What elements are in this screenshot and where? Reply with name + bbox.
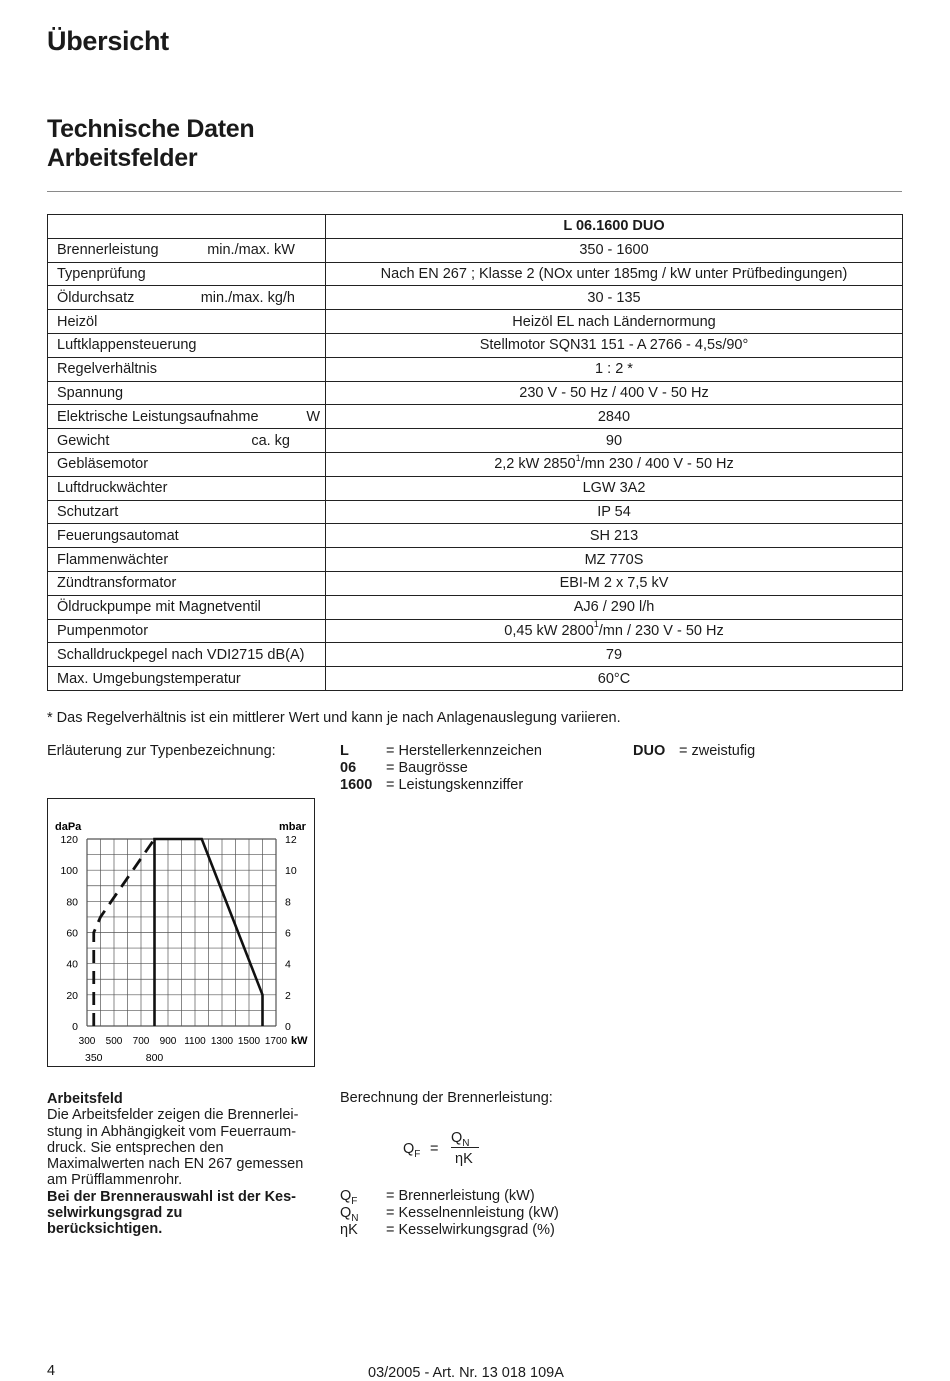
- arbeitsfeld-bold-line: berücksichtigen.: [47, 1221, 163, 1238]
- spec-table: [47, 214, 903, 691]
- symbol-list: [340, 1188, 559, 1239]
- chart-y-tick-left: 120: [60, 834, 78, 846]
- spec-row: [48, 381, 903, 405]
- formula-fraction-bar: [451, 1147, 479, 1148]
- spec-value-part: 0,45 kW 2800: [504, 622, 594, 639]
- chart-y-tick-right: 0: [285, 1021, 291, 1033]
- spec-row: [48, 500, 903, 524]
- page-number: 4: [47, 1363, 56, 1379]
- chart-x-tick: 900: [159, 1036, 177, 1047]
- footer-article-number: 03/2005 - Art. Nr. 13 018 109A: [368, 1365, 564, 1381]
- chart-y-tick-left: 60: [66, 927, 78, 940]
- spec-label-cell: Schutzart: [48, 500, 326, 524]
- footnote: * Das Regelverhältnis ist ein mittlerer Wert und kann je nach Anlagenauslegung variieren.: [47, 710, 621, 726]
- spec-row: [48, 238, 903, 262]
- chart-y-tick-left: 20: [66, 989, 78, 1002]
- spec-label-cell: [48, 286, 326, 310]
- legend-title: Erläuterung zur Typenbezeichnung:: [47, 743, 276, 759]
- spec-value-cell: 90: [326, 429, 903, 453]
- working-field-chart-svg: [48, 799, 314, 1066]
- arbeitsfeld-text: [47, 1091, 322, 1238]
- symbol-item: $Q_F$ = Brennerleistung (kW): [340, 1188, 535, 1207]
- spec-label-cell: Feuerungsautomat: [48, 524, 326, 548]
- spec-value-part: 2,2 kW 2850: [494, 456, 576, 473]
- spec-value-cell: Stellmotor SQN31 151 - A 2766 - 4,5s/90°: [326, 333, 903, 357]
- symbol-item: ηK = Kesselwirkungsgrad (%): [340, 1222, 555, 1238]
- chart-left-unit: daPa: [55, 821, 82, 833]
- arbeitsfeld-bold-line: selwirkungsgrad zu: [47, 1205, 183, 1222]
- legend-item: 1600 = Leistungskennziffer: [340, 777, 524, 793]
- spec-value-part: /mn / 230 V - 50 Hz: [598, 622, 724, 639]
- chart-x-tick: 1100: [184, 1036, 206, 1047]
- spec-row: [48, 452, 903, 476]
- spec-label-cell: Luftklappensteuerung: [48, 333, 326, 357]
- section-title: [47, 115, 254, 173]
- spec-label: Öldurchsatz: [57, 289, 135, 306]
- section-title-line-2: Arbeitsfelder: [47, 144, 198, 172]
- spec-value-cell: 60°C: [326, 667, 903, 691]
- chart-x-tick: 300: [78, 1036, 96, 1047]
- spec-label-cell: Luftdruckwächter: [48, 476, 326, 500]
- spec-row: [48, 286, 903, 310]
- spec-table-header-row: [48, 215, 903, 239]
- spec-value-part: 1: [575, 452, 581, 463]
- arbeitsfeld-title: Arbeitsfeld: [47, 1091, 123, 1107]
- chart-x-marker-label: 800: [145, 1052, 164, 1064]
- spec-row: [48, 429, 903, 453]
- spec-value-cell: Nach EN 267 ; Klasse 2 (NOx unter 185mg / kW unter Prüfbedingungen): [326, 262, 903, 286]
- chart-y-tick-right: 6: [285, 927, 291, 940]
- chart-x-unit: kW: [291, 1035, 308, 1047]
- spec-value-cell: 230 V - 50 Hz / 400 V - 50 Hz: [326, 381, 903, 405]
- chart-y-tick-left: 100: [60, 865, 78, 878]
- spec-value-cell: 1 : 2 *: [326, 357, 903, 381]
- spec-value-cell: EBI-M 2 x 7,5 kV: [326, 571, 903, 595]
- spec-value-cell: 30 - 135: [326, 286, 903, 310]
- spec-value-cell: AJ6 / 290 l/h: [326, 595, 903, 619]
- spec-value-cell: 79: [326, 643, 903, 667]
- spec-label-cell: Öldruckpumpe mit Magnetventil: [48, 595, 326, 619]
- arbeitsfeld-line: am Prüfflammenrohr.: [47, 1172, 183, 1189]
- spec-row: [48, 571, 903, 595]
- spec-label: Elektrische Leistungsaufnahme: [57, 408, 259, 425]
- spec-value-cell: 350 - 1600: [326, 238, 903, 262]
- spec-row: [48, 262, 903, 286]
- arbeitsfeld-line: druck. Sie entsprechen den: [47, 1139, 224, 1156]
- spec-value-cell: SH 213: [326, 524, 903, 548]
- spec-label-cell: Typenprüfung: [48, 262, 326, 286]
- chart-x-marker-label: 350: [84, 1052, 103, 1064]
- spec-row: [48, 476, 903, 500]
- arbeitsfeld-line: Maximalwerten nach EN 267 gemessen: [47, 1156, 304, 1173]
- spec-value-cell: 2840: [326, 405, 903, 429]
- formula-numerator: $Q_N$: [451, 1130, 470, 1149]
- chart-right-unit: mbar: [279, 821, 306, 833]
- chart-x-tick: 1700: [264, 1036, 288, 1047]
- spec-value-cell: MZ 770S: [326, 548, 903, 572]
- calculation-title: Berechnung der Brennerleistung:: [340, 1090, 553, 1106]
- spec-unit: min./max. kg/h: [200, 289, 295, 306]
- spec-label-cell: Schalldruckpegel nach VDI2715 dB(A): [48, 643, 326, 667]
- chart-y-tick-left: 0: [72, 1021, 78, 1033]
- chart-x-tick: 700: [132, 1036, 150, 1047]
- spec-row: [48, 357, 903, 381]
- arbeitsfeld-line: Die Arbeitsfelder zeigen die Brennerlei-: [47, 1107, 299, 1124]
- spec-row: [48, 548, 903, 572]
- spec-row: [48, 310, 903, 334]
- chart-y-tick-right: 8: [285, 896, 291, 909]
- spec-label-cell: Flammenwächter: [48, 548, 326, 572]
- chart-x-tick: 500: [105, 1036, 123, 1047]
- chart-y-tick-right: 12: [285, 834, 297, 846]
- legend-item: L = Herstellerkennzeichen: [340, 743, 542, 759]
- spec-value-part: 1: [593, 619, 599, 630]
- formula-lhs: $Q_F$: [403, 1141, 421, 1160]
- spec-unit: min./max. kW: [207, 242, 295, 259]
- page-title: Übersicht: [47, 26, 169, 56]
- spec-label-cell: Pumpenmotor: [48, 619, 326, 643]
- chart-x-tick: 1500: [237, 1036, 261, 1047]
- legend-item: 06 = Baugrösse: [340, 760, 468, 776]
- chart-y-tick-left: 40: [66, 958, 78, 971]
- spec-header-empty-cell: [48, 215, 326, 239]
- spec-row: [48, 643, 903, 667]
- spec-unit: ca. kg: [251, 432, 290, 449]
- spec-row: [48, 333, 903, 357]
- spec-row: [48, 667, 903, 691]
- spec-row: [48, 619, 903, 643]
- spec-model-header: L 06.1600 DUO: [326, 215, 903, 239]
- spec-value-cell: Heizöl EL nach Ländernormung: [326, 310, 903, 334]
- spec-row: [48, 595, 903, 619]
- legend-extra: DUO = zweistufig: [633, 743, 756, 759]
- formula-denominator: ηK: [455, 1151, 473, 1167]
- arbeitsfeld-line: stung in Abhängigkeit vom Feuerraum-: [47, 1123, 297, 1140]
- spec-label-cell: Heizöl: [48, 310, 326, 334]
- section-title-line-1: Technische Daten: [47, 115, 255, 143]
- spec-value-part: /mn 230 / 400 V - 50 Hz: [580, 456, 734, 473]
- spec-label-cell: Gebläsemotor: [48, 452, 326, 476]
- spec-unit: W: [306, 408, 320, 425]
- spec-row: [48, 405, 903, 429]
- title-divider: [47, 191, 902, 192]
- spec-label-cell: Regelverhältnis: [48, 357, 326, 381]
- spec-value-cell: IP 54: [326, 500, 903, 524]
- spec-value-cell: LGW 3A2: [326, 476, 903, 500]
- arbeitsfeld-bold-line: Bei der Brennerauswahl ist der Kes-: [47, 1188, 296, 1205]
- symbol-item: $Q_N$ = Kesselnennleistung (kW): [340, 1205, 559, 1224]
- spec-label-cell: Max. Umgebungstemperatur: [48, 667, 326, 691]
- chart-y-tick-left: 80: [66, 896, 78, 909]
- chart-y-tick-right: 10: [285, 865, 297, 878]
- spec-label-cell: Spannung: [48, 381, 326, 405]
- spec-value-cell: [326, 619, 903, 643]
- spec-label: Brennerleistung: [57, 242, 159, 259]
- chart-x-tick: 1300: [210, 1036, 234, 1047]
- chart-y-tick-right: 4: [285, 958, 291, 971]
- spec-row: [48, 524, 903, 548]
- chart-y-tick-right: 2: [285, 989, 291, 1002]
- formula-equals: =: [430, 1141, 439, 1157]
- type-legend: [340, 743, 542, 794]
- spec-label-cell: [48, 429, 326, 453]
- spec-label-cell: [48, 238, 326, 262]
- working-field-chart: [47, 798, 315, 1067]
- spec-label: Gewicht: [57, 432, 110, 449]
- spec-label-cell: Zündtransformator: [48, 571, 326, 595]
- spec-value-cell: [326, 452, 903, 476]
- spec-label-cell: [48, 405, 326, 429]
